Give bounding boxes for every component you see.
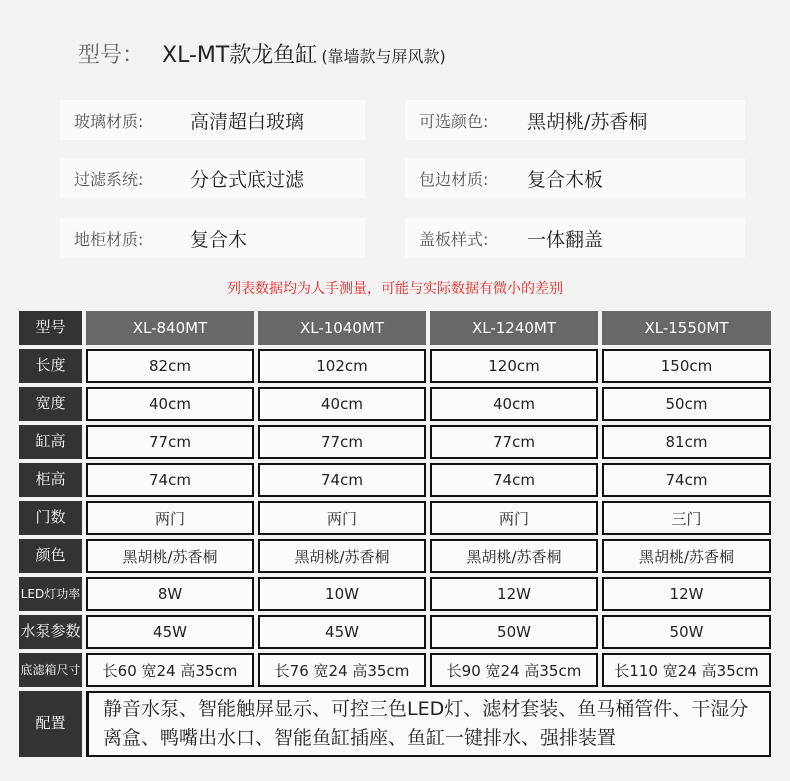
table-cell: 74cm bbox=[86, 463, 254, 497]
title-key: 型号： bbox=[78, 43, 145, 68]
table-cell: 两门 bbox=[86, 501, 254, 535]
row-label-cell: LED灯功率 bbox=[19, 577, 82, 611]
spec-filter bbox=[60, 158, 365, 198]
spec-label: 盖板样式: bbox=[419, 229, 489, 249]
spec-value: 分仓式底过滤 bbox=[190, 168, 305, 191]
spec-label: 包边材质: bbox=[419, 169, 489, 189]
table-cell: 77cm bbox=[258, 425, 426, 459]
spec-value: 黑胡桃/苏香桐 bbox=[527, 110, 648, 133]
model-header-cell: XL-1550MT bbox=[602, 311, 771, 345]
spec-lid bbox=[405, 218, 745, 258]
table-cell: 长76 宽24 高35cm bbox=[258, 653, 426, 687]
table-cell: 10W bbox=[258, 577, 426, 611]
table-cell: 8W bbox=[86, 577, 254, 611]
row-label-cell: 门数 bbox=[19, 501, 82, 535]
table-cell: 黑胡桃/苏香桐 bbox=[86, 539, 254, 573]
table-cell: 50W bbox=[430, 615, 598, 649]
spec-label: 玻璃材质: bbox=[74, 111, 144, 131]
table-cell: 150cm bbox=[602, 349, 771, 383]
spec-value: 复合木 bbox=[190, 228, 248, 251]
spec-label: 可选颜色: bbox=[419, 111, 489, 131]
page-title bbox=[78, 38, 446, 69]
spec-cabinet bbox=[60, 218, 365, 258]
row-label-cell: 长度 bbox=[19, 349, 82, 383]
table-cell: 40cm bbox=[86, 387, 254, 421]
table-cell: 81cm bbox=[602, 425, 771, 459]
row-label-cell: 配置 bbox=[19, 691, 82, 757]
model-header-cell: XL-840MT bbox=[86, 311, 254, 345]
table-cell: 50cm bbox=[602, 387, 771, 421]
table-cell: 77cm bbox=[86, 425, 254, 459]
table-cell: 102cm bbox=[258, 349, 426, 383]
spec-value: 高清超白玻璃 bbox=[190, 110, 305, 133]
table-cell: 长90 宽24 高35cm bbox=[430, 653, 598, 687]
title-sub: (靠墙款与屏风款) bbox=[321, 47, 446, 66]
table-cell: 长110 宽24 高35cm bbox=[602, 653, 771, 687]
table-cell: 40cm bbox=[430, 387, 598, 421]
table-cell: 74cm bbox=[430, 463, 598, 497]
model-header-cell: XL-1240MT bbox=[430, 311, 598, 345]
row-label-cell: 缸高 bbox=[19, 425, 82, 459]
table-cell: 黑胡桃/苏香桐 bbox=[258, 539, 426, 573]
title-value: XL-MT款龙鱼缸 bbox=[162, 43, 318, 68]
table-cell: 74cm bbox=[602, 463, 771, 497]
spec-label: 过滤系统: bbox=[74, 169, 144, 189]
table-cell: 74cm bbox=[258, 463, 426, 497]
spec-value: 一体翻盖 bbox=[527, 228, 604, 251]
table-cell: 82cm bbox=[86, 349, 254, 383]
row-label-cell: 底滤箱尺寸 bbox=[19, 653, 82, 687]
table-cell: 12W bbox=[430, 577, 598, 611]
measurement-note: 列表数据均为人手测量，可能与实际数据有微小的差别 bbox=[227, 281, 563, 297]
table-cell: 120cm bbox=[430, 349, 598, 383]
table-cell: 45W bbox=[258, 615, 426, 649]
spec-edge bbox=[405, 158, 745, 198]
table-cell: 50W bbox=[602, 615, 771, 649]
row-label-cell: 颜色 bbox=[19, 539, 82, 573]
table-cell: 40cm bbox=[258, 387, 426, 421]
table-cell: 45W bbox=[86, 615, 254, 649]
table-cell: 12W bbox=[602, 577, 771, 611]
table-cell: 三门 bbox=[602, 501, 771, 535]
table-cell: 两门 bbox=[258, 501, 426, 535]
spec-table bbox=[19, 311, 771, 757]
header-label-cell: 型号 bbox=[19, 311, 82, 345]
spec-value: 复合木板 bbox=[527, 168, 604, 191]
row-label-cell: 柜高 bbox=[19, 463, 82, 497]
table-cell: 77cm bbox=[430, 425, 598, 459]
table-cell: 黑胡桃/苏香桐 bbox=[430, 539, 598, 573]
table-cell: 长60 宽24 高35cm bbox=[86, 653, 254, 687]
row-label-cell: 宽度 bbox=[19, 387, 82, 421]
config-cell: 静音水泵、智能触屏显示、可控三色LED灯、滤材套装、鱼马桶管件、干湿分离盒、鸭嘴出水口、智能鱼缸插座、鱼缸一键排水、强排装置 bbox=[86, 691, 771, 757]
spec-color bbox=[405, 100, 745, 140]
model-header-cell: XL-1040MT bbox=[258, 311, 426, 345]
spec-glass bbox=[60, 100, 365, 140]
table-cell: 黑胡桃/苏香桐 bbox=[602, 539, 771, 573]
spec-label: 地柜材质: bbox=[74, 229, 144, 249]
table-cell: 两门 bbox=[430, 501, 598, 535]
row-label-cell: 水泵参数 bbox=[19, 615, 82, 649]
